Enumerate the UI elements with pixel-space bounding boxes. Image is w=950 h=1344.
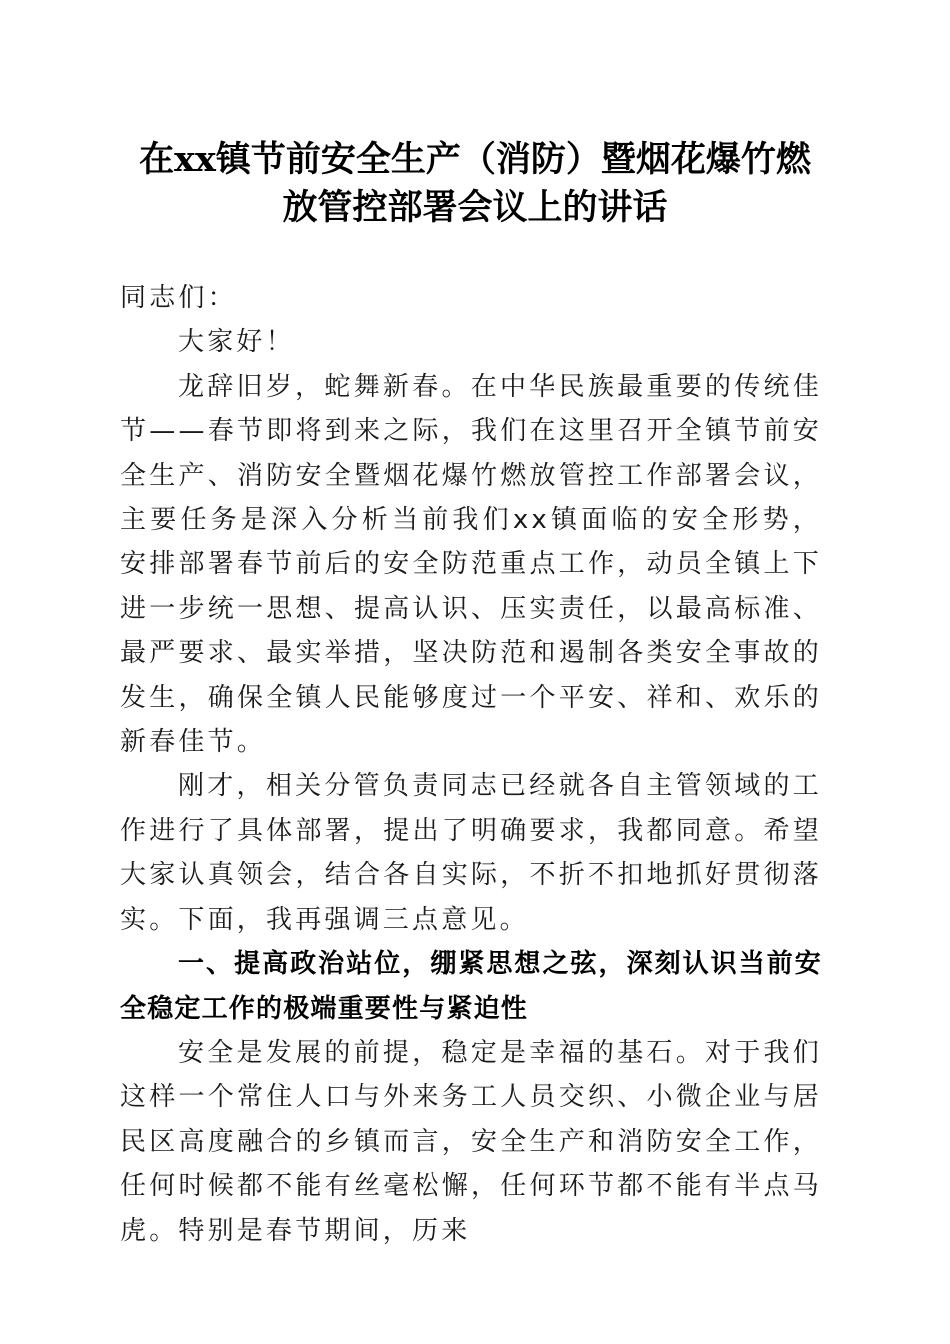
section-heading-1: 一、提高政治站位，绷紧思想之弦，深刻认识当前安全稳定工作的极端重要性与紧迫性 <box>120 949 822 1024</box>
paragraph-three-points: 刚才，相关分管负责同志已经就各自主管领域的工作进行了具体部署，提出了明确要求，我都同意。希望大家认真领会，结合各自实际，不折不扣地抓好贯彻落实。下面，我再强调三点意见。 <box>120 771 822 935</box>
section-1-paragraph: 安全是发展的前提，稳定是幸福的基石。对于我们这样一个常住人口与外来务工人员交织、小微企业与居民区高度融合的乡镇而言，安全生产和消防安全工作，任何时候都不能有丝毫松懈，任何环节都不能有半点马虎。特别是春节期间，历来 <box>120 1037 822 1246</box>
document-title <box>0 136 950 232</box>
salutation: 同志们： <box>120 283 237 313</box>
greeting: 大家好！ <box>178 327 295 358</box>
title-line-2: 放管控部署会议上的讲话 <box>282 187 668 228</box>
document-body <box>120 276 822 1253</box>
paragraph-opening: 龙辞旧岁，蛇舞新春。在中华民族最重要的传统佳节——春节即将到来之际，我们在这里召开全镇节前安全生产、消防安全暨烟花爆竹燃放管控工作部署会议，主要任务是深入分析当前我们xx镇面临的安全形势，安排部署春节前后的安全防范重点工作，动员全镇上下进一步统一思想、提高认识、压实责任，以最高标准、最严要求、最实举措，坚决防范和遏制各类安全事故的发生，确保全镇人民能够度过一个平安、祥和、欢乐的新春佳节。 <box>120 371 822 758</box>
title-line-1: 在xx镇节前安全生产（消防）暨烟花爆竹燃 <box>139 139 811 180</box>
